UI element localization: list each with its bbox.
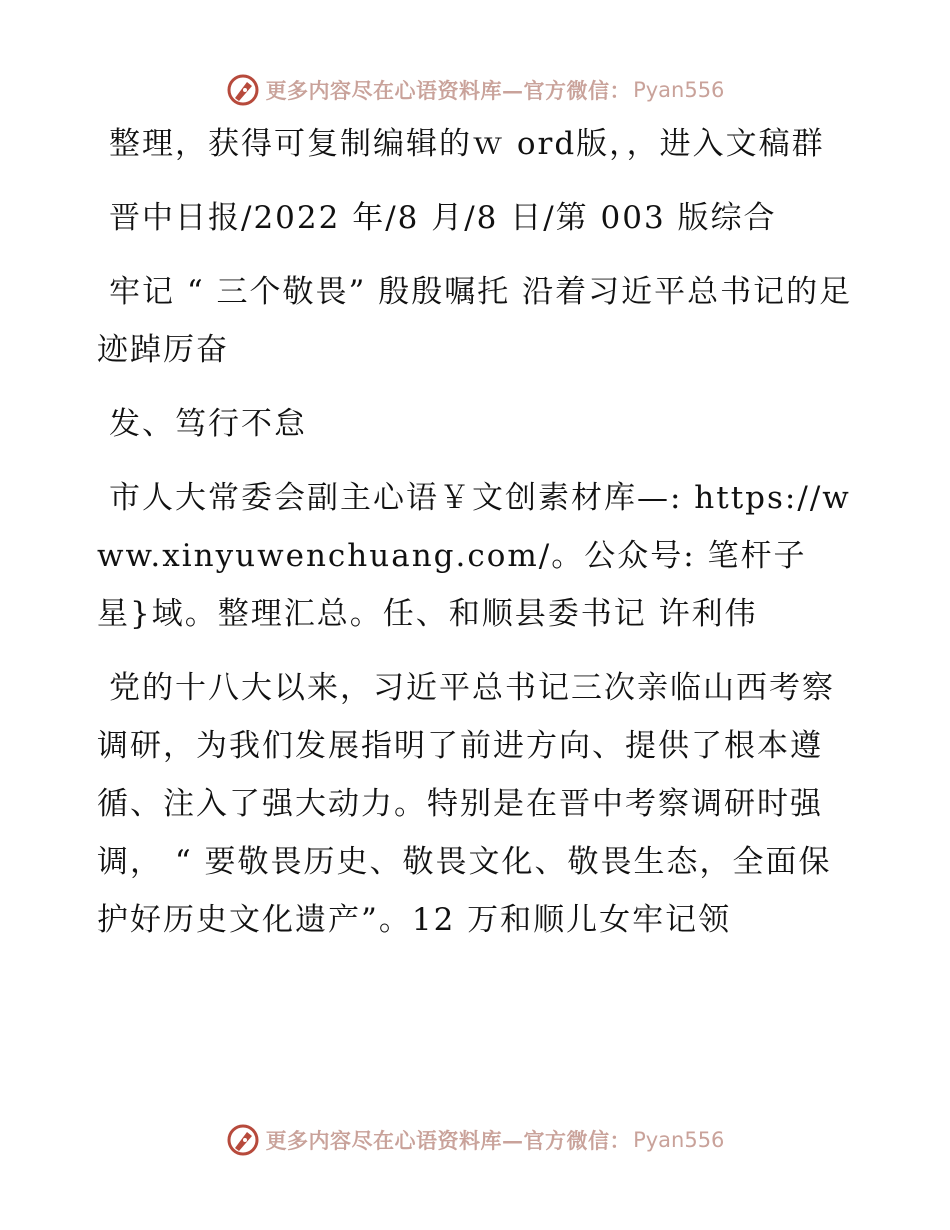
banner-text: 更多内容尽在心语资料库—官方微信： — [265, 78, 632, 103]
banner-wechat-id: Pyan556 — [633, 78, 725, 102]
paragraph: 晋中日报/2022 年/8 月/8 日/第 003 版综合 — [109, 200, 777, 236]
paragraph: 发、笃行不怠 — [109, 406, 307, 442]
pen-nib-logo-icon — [226, 73, 260, 107]
paragraph: 牢记 “ 三个敬畏” 殷殷嘱托 沿着习近平总书记的足迹踔厉奋 — [97, 274, 853, 368]
document-body — [97, 115, 857, 965]
banner-text: 更多内容尽在心语资料库—官方微信： — [265, 1128, 632, 1153]
paragraph: 市人大常委会副主心语￥文创素材库—: https://www.xinyuwenchuang.com/。公众号: 笔杆子星}域。整理汇总。任、和顺县委书记 许利伟 — [97, 480, 851, 632]
banner-wechat-id: Pyan556 — [633, 1128, 725, 1152]
paragraph: 整理，获得可复制编辑的ｗ ord版，，进入文稿群 — [109, 126, 825, 162]
pen-nib-logo-icon — [226, 1123, 260, 1157]
footer-watermark-banner — [0, 1120, 950, 1160]
paragraph: 党的十八大以来，习近平总书记三次亲临山西考察调研，为我们发展指明了前进方向、提供了根本遵循、注入了强大动力。特别是在晋中考察调研时强调， “ 要敬畏历史、敬畏文化、敬畏生态，全面保护好历史文化遗产”。12 万和顺儿女牢记领 — [97, 670, 835, 938]
header-watermark-banner — [0, 70, 950, 110]
